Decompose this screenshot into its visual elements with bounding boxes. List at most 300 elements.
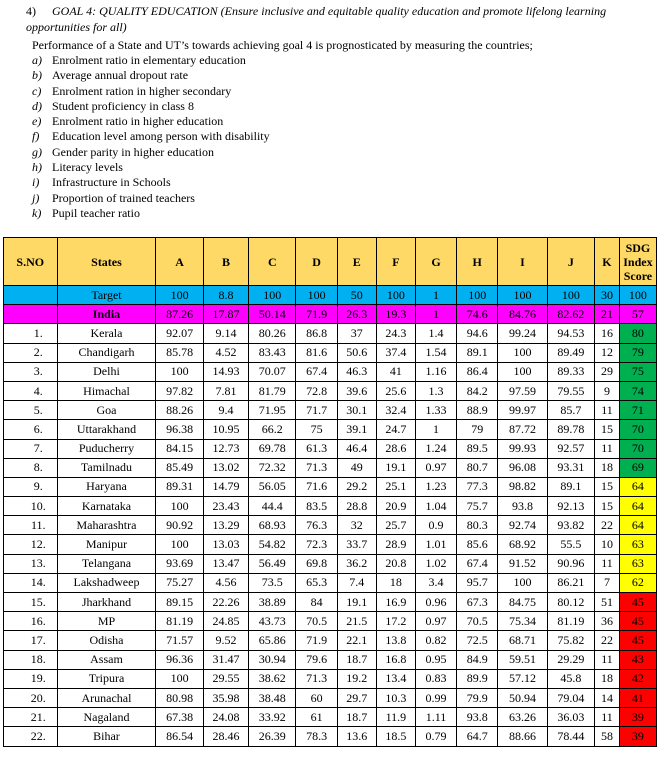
table-cell: 68.71 bbox=[498, 631, 547, 650]
table-cell: 4.52 bbox=[203, 343, 248, 362]
table-body bbox=[4, 286, 657, 747]
column-header: SDG Index Score bbox=[619, 238, 656, 286]
table-cell: 15 bbox=[595, 420, 620, 439]
table-cell: 97.82 bbox=[156, 381, 203, 400]
table-cell: 39.1 bbox=[337, 420, 376, 439]
table-cell: 59.51 bbox=[498, 650, 547, 669]
criteria-item bbox=[32, 160, 270, 175]
table-cell: 9.14 bbox=[203, 324, 248, 343]
goal-heading bbox=[26, 4, 646, 35]
table-cell: 95.7 bbox=[457, 573, 498, 592]
column-header: B bbox=[203, 238, 248, 286]
table-cell: 62 bbox=[619, 573, 656, 592]
table-cell: 0.96 bbox=[415, 593, 456, 612]
table-cell: 76.3 bbox=[296, 516, 337, 535]
table-cell: 61 bbox=[296, 708, 337, 727]
table-cell: 43.73 bbox=[249, 612, 296, 631]
table-cell: 0.82 bbox=[415, 631, 456, 650]
table-cell: Maharashtra bbox=[57, 516, 156, 535]
table-cell: 10 bbox=[595, 535, 620, 554]
table-cell: 71.9 bbox=[296, 305, 337, 324]
table-cell: 19.1 bbox=[376, 458, 415, 477]
table-cell: 87.72 bbox=[498, 420, 547, 439]
table-cell: 64 bbox=[619, 516, 656, 535]
table-cell: 14.93 bbox=[203, 362, 248, 381]
table-cell: Tamilnadu bbox=[57, 458, 156, 477]
table-cell: 0.99 bbox=[415, 688, 456, 707]
table-cell: 88.66 bbox=[498, 727, 547, 746]
table-cell: 17.2 bbox=[376, 612, 415, 631]
table-cell: 93.31 bbox=[547, 458, 594, 477]
table-cell: 7 bbox=[595, 573, 620, 592]
table-cell: 11 bbox=[595, 554, 620, 573]
table-cell: 41 bbox=[376, 362, 415, 381]
table-cell: 21 bbox=[595, 305, 620, 324]
table-cell: 16 bbox=[595, 324, 620, 343]
table-cell: 84 bbox=[296, 593, 337, 612]
table-cell: 61.3 bbox=[296, 439, 337, 458]
table-cell: 29 bbox=[595, 362, 620, 381]
table-cell: 83.43 bbox=[249, 343, 296, 362]
table-cell: 24.08 bbox=[203, 708, 248, 727]
criteria-label: a) bbox=[32, 53, 42, 67]
table-cell: 11.9 bbox=[376, 708, 415, 727]
table-cell: 7.4 bbox=[337, 573, 376, 592]
table-cell: 82.62 bbox=[547, 305, 594, 324]
table-cell: 75 bbox=[296, 420, 337, 439]
table-cell: 71.3 bbox=[296, 669, 337, 688]
table-cell: 54.82 bbox=[249, 535, 296, 554]
criteria-item bbox=[32, 99, 270, 114]
table-cell: Lakshadweep bbox=[57, 573, 156, 592]
table-cell: 1.23 bbox=[415, 477, 456, 496]
table-cell: 11 bbox=[595, 708, 620, 727]
table-cell: 63 bbox=[619, 554, 656, 573]
table-cell: 88.26 bbox=[156, 401, 203, 420]
table-row bbox=[4, 324, 657, 343]
table-cell: 13.02 bbox=[203, 458, 248, 477]
table-cell: 72.8 bbox=[296, 381, 337, 400]
table-cell: 8.8 bbox=[203, 286, 248, 305]
table-cell: 89.9 bbox=[457, 669, 498, 688]
table-cell: 30.1 bbox=[337, 401, 376, 420]
table-cell: 79 bbox=[619, 343, 656, 362]
table-cell: 26.39 bbox=[249, 727, 296, 746]
table-cell: 30.94 bbox=[249, 650, 296, 669]
table-cell: 100 bbox=[296, 286, 337, 305]
criteria-item bbox=[32, 191, 270, 206]
table-row bbox=[4, 420, 657, 439]
table-cell: 13.8 bbox=[376, 631, 415, 650]
table-row bbox=[4, 516, 657, 535]
table-cell: 69.78 bbox=[249, 439, 296, 458]
table-cell: 28.9 bbox=[376, 535, 415, 554]
table-cell: 18.7 bbox=[337, 650, 376, 669]
table-cell: 81.6 bbox=[296, 343, 337, 362]
criteria-item bbox=[32, 129, 270, 144]
table-cell: 86.8 bbox=[296, 324, 337, 343]
table-cell: 70.07 bbox=[249, 362, 296, 381]
table-cell: 1.33 bbox=[415, 401, 456, 420]
table-cell: 36 bbox=[595, 612, 620, 631]
table-cell: 71 bbox=[619, 401, 656, 420]
table-cell: 75.27 bbox=[156, 573, 203, 592]
table-cell: 99.24 bbox=[498, 324, 547, 343]
table-cell: 39 bbox=[619, 708, 656, 727]
table-cell: 20.8 bbox=[376, 554, 415, 573]
table-cell: 100 bbox=[498, 573, 547, 592]
table-cell: 1.54 bbox=[415, 343, 456, 362]
table-cell: 84.76 bbox=[498, 305, 547, 324]
table-row bbox=[4, 535, 657, 554]
goal-number: 4) bbox=[26, 4, 36, 18]
table-cell: 9 bbox=[595, 381, 620, 400]
table-cell: 74.6 bbox=[457, 305, 498, 324]
table-cell: 84.9 bbox=[457, 650, 498, 669]
table-cell: 72.5 bbox=[457, 631, 498, 650]
table-cell: 85.6 bbox=[457, 535, 498, 554]
table-cell: 86.21 bbox=[547, 573, 594, 592]
table-cell: 24.3 bbox=[376, 324, 415, 343]
table-cell: 49 bbox=[337, 458, 376, 477]
table-cell: 57.12 bbox=[498, 669, 547, 688]
table-cell: 71.9 bbox=[296, 631, 337, 650]
table-cell: 78.44 bbox=[547, 727, 594, 746]
table-cell: 87.26 bbox=[156, 305, 203, 324]
table-cell: 64 bbox=[619, 477, 656, 496]
table-cell: 33.7 bbox=[337, 535, 376, 554]
criteria-label: b) bbox=[32, 68, 42, 83]
table-cell: 29.29 bbox=[547, 650, 594, 669]
table-row bbox=[4, 708, 657, 727]
table-cell: 93.82 bbox=[547, 516, 594, 535]
table-cell: 1.16 bbox=[415, 362, 456, 381]
table-cell: 100 bbox=[249, 286, 296, 305]
table-cell: 1.01 bbox=[415, 535, 456, 554]
table-cell: 67.4 bbox=[457, 554, 498, 573]
column-header: G bbox=[415, 238, 456, 286]
criteria-text: Enrolment ratio in elementary education bbox=[52, 53, 246, 67]
table-cell: 50 bbox=[337, 286, 376, 305]
table-cell: 100 bbox=[156, 286, 203, 305]
table-cell: 79 bbox=[457, 420, 498, 439]
criteria-text: Student proficiency in class 8 bbox=[52, 98, 194, 113]
table-cell: 71.6 bbox=[296, 477, 337, 496]
table-cell: 3.4 bbox=[415, 573, 456, 592]
table-cell: 7.81 bbox=[203, 381, 248, 400]
table-cell: 16.8 bbox=[376, 650, 415, 669]
table-cell: 91.52 bbox=[498, 554, 547, 573]
table-cell: 84.75 bbox=[498, 593, 547, 612]
table-cell: 89.1 bbox=[457, 343, 498, 362]
table-cell: Uttarakhand bbox=[57, 420, 156, 439]
criteria-item bbox=[32, 68, 270, 83]
table-cell: 20.9 bbox=[376, 497, 415, 516]
column-header: D bbox=[296, 238, 337, 286]
table-cell: 65.86 bbox=[249, 631, 296, 650]
table-cell: 1.04 bbox=[415, 497, 456, 516]
table-cell: 99.93 bbox=[498, 439, 547, 458]
table-header-row bbox=[4, 238, 657, 286]
table-cell: 37 bbox=[337, 324, 376, 343]
table-cell: 10.3 bbox=[376, 688, 415, 707]
column-header: C bbox=[249, 238, 296, 286]
criteria-text: Gender parity in higher education bbox=[52, 144, 214, 159]
table-cell: 31.47 bbox=[203, 650, 248, 669]
table-cell: 13.29 bbox=[203, 516, 248, 535]
table-cell: 18 bbox=[376, 573, 415, 592]
table-cell: 11 bbox=[595, 439, 620, 458]
table-cell: 0.79 bbox=[415, 727, 456, 746]
table-cell: 19.3 bbox=[376, 305, 415, 324]
table-cell: 99.97 bbox=[498, 401, 547, 420]
sdg-table bbox=[3, 237, 657, 747]
criteria-label: f) bbox=[32, 129, 40, 144]
table-cell: 46.4 bbox=[337, 439, 376, 458]
criteria-label: i) bbox=[32, 175, 40, 190]
table-cell: 90.92 bbox=[156, 516, 203, 535]
criteria-label: g) bbox=[32, 144, 42, 159]
table-cell: 78.3 bbox=[296, 727, 337, 746]
table-cell: 1. bbox=[4, 324, 58, 343]
table-cell: 45 bbox=[619, 612, 656, 631]
table-cell: 15 bbox=[595, 497, 620, 516]
table-cell: 79.04 bbox=[547, 688, 594, 707]
table-cell: 50.14 bbox=[249, 305, 296, 324]
criteria-label: h) bbox=[32, 160, 42, 175]
table-cell: 80.98 bbox=[156, 688, 203, 707]
table-cell: 17. bbox=[4, 631, 58, 650]
table-cell: 81.19 bbox=[156, 612, 203, 631]
table-cell: 77.3 bbox=[457, 477, 498, 496]
table-cell: 24.85 bbox=[203, 612, 248, 631]
table-cell: 14. bbox=[4, 573, 58, 592]
table-cell: 65.3 bbox=[296, 573, 337, 592]
table-cell: 22.1 bbox=[337, 631, 376, 650]
column-header: E bbox=[337, 238, 376, 286]
table-row bbox=[4, 401, 657, 420]
table-cell: 24.7 bbox=[376, 420, 415, 439]
table-cell: 67.38 bbox=[156, 708, 203, 727]
table-cell: 12.73 bbox=[203, 439, 248, 458]
table-cell: 18. bbox=[4, 650, 58, 669]
table-cell: 38.48 bbox=[249, 688, 296, 707]
table-cell: 94.53 bbox=[547, 324, 594, 343]
table-cell: 100 bbox=[457, 286, 498, 305]
table-row bbox=[4, 650, 657, 669]
table-cell: Telangana bbox=[57, 554, 156, 573]
table-cell: 44.4 bbox=[249, 497, 296, 516]
table-cell: 28.6 bbox=[376, 439, 415, 458]
table-cell: 29.7 bbox=[337, 688, 376, 707]
table-cell: 80.7 bbox=[457, 458, 498, 477]
table-cell: 23.43 bbox=[203, 497, 248, 516]
target-row bbox=[4, 286, 657, 305]
table-cell: 0.97 bbox=[415, 458, 456, 477]
table-cell: Arunachal bbox=[57, 688, 156, 707]
table-cell: 29.55 bbox=[203, 669, 248, 688]
table-cell: 85.78 bbox=[156, 343, 203, 362]
table-cell: 26.3 bbox=[337, 305, 376, 324]
table-cell: 100 bbox=[498, 286, 547, 305]
table-row bbox=[4, 362, 657, 381]
table-cell: 64 bbox=[619, 497, 656, 516]
table-cell: 84.15 bbox=[156, 439, 203, 458]
table-cell: Manipur bbox=[57, 535, 156, 554]
table-cell: 67.4 bbox=[296, 362, 337, 381]
table-cell bbox=[4, 305, 58, 324]
table-cell: 79.9 bbox=[457, 688, 498, 707]
table-cell: 42 bbox=[619, 669, 656, 688]
table-cell: 55.5 bbox=[547, 535, 594, 554]
criteria-item bbox=[32, 175, 270, 190]
goal-title: GOAL 4: QUALITY EDUCATION (Ensure inclusive and equitable quality education and promote lifelong learning opportunities for all) bbox=[26, 4, 607, 34]
table-cell: 86.4 bbox=[457, 362, 498, 381]
table-row bbox=[4, 381, 657, 400]
table-cell: 13.6 bbox=[337, 727, 376, 746]
criteria-label: d) bbox=[32, 98, 42, 113]
table-cell: 15. bbox=[4, 593, 58, 612]
table-cell: 75.82 bbox=[547, 631, 594, 650]
table-cell: 80.26 bbox=[249, 324, 296, 343]
table-row bbox=[4, 554, 657, 573]
table-cell: 1.02 bbox=[415, 554, 456, 573]
table-cell: Himachal bbox=[57, 381, 156, 400]
table-cell: 100 bbox=[156, 497, 203, 516]
criteria-label: e) bbox=[32, 114, 42, 129]
column-header: J bbox=[547, 238, 594, 286]
column-header: F bbox=[376, 238, 415, 286]
table-cell: 51 bbox=[595, 593, 620, 612]
table-cell: 100 bbox=[547, 286, 594, 305]
criteria-item bbox=[32, 53, 270, 68]
table-cell: 30 bbox=[595, 286, 620, 305]
table-cell: 1.3 bbox=[415, 381, 456, 400]
table-cell: Assam bbox=[57, 650, 156, 669]
table-cell: 32.4 bbox=[376, 401, 415, 420]
table-cell: 92.74 bbox=[498, 516, 547, 535]
table-cell: 93.8 bbox=[457, 708, 498, 727]
table-cell: 16.9 bbox=[376, 593, 415, 612]
table-cell: 38.89 bbox=[249, 593, 296, 612]
criteria-list bbox=[32, 53, 270, 221]
table-cell: 1 bbox=[415, 420, 456, 439]
table-cell: 89.1 bbox=[547, 477, 594, 496]
table-cell: 68.93 bbox=[249, 516, 296, 535]
table-cell: 36.2 bbox=[337, 554, 376, 573]
table-cell: 83.5 bbox=[296, 497, 337, 516]
table-cell: 71.57 bbox=[156, 631, 203, 650]
table-cell: 92.07 bbox=[156, 324, 203, 343]
table-cell: 22.26 bbox=[203, 593, 248, 612]
table-cell: 1.4 bbox=[415, 324, 456, 343]
table-cell: 89.31 bbox=[156, 477, 203, 496]
table-cell: 84.2 bbox=[457, 381, 498, 400]
criteria-text: Proportion of trained teachers bbox=[52, 190, 195, 205]
table-row bbox=[4, 688, 657, 707]
table-cell: 80 bbox=[619, 324, 656, 343]
table-cell: 50.6 bbox=[337, 343, 376, 362]
criteria-item bbox=[32, 145, 270, 160]
table-cell: 21. bbox=[4, 708, 58, 727]
table-cell: 75 bbox=[619, 362, 656, 381]
table-cell: 39 bbox=[619, 727, 656, 746]
table-cell: 74 bbox=[619, 381, 656, 400]
table-cell: 32 bbox=[337, 516, 376, 535]
table-cell: 92.13 bbox=[547, 497, 594, 516]
table-cell: 100 bbox=[156, 535, 203, 554]
table-cell: 17.87 bbox=[203, 305, 248, 324]
india-row bbox=[4, 305, 657, 324]
table-row bbox=[4, 593, 657, 612]
table-cell: 98.82 bbox=[498, 477, 547, 496]
table-cell: 69.8 bbox=[296, 554, 337, 573]
table-cell: 29.2 bbox=[337, 477, 376, 496]
table-cell: 19.2 bbox=[337, 669, 376, 688]
table-cell: 4.56 bbox=[203, 573, 248, 592]
table-cell: Chandigarh bbox=[57, 343, 156, 362]
table-cell: 13. bbox=[4, 554, 58, 573]
table-cell: 9.4 bbox=[203, 401, 248, 420]
table-cell: 9.52 bbox=[203, 631, 248, 650]
table-cell: Goa bbox=[57, 401, 156, 420]
table-cell: 89.15 bbox=[156, 593, 203, 612]
table-cell: 21.5 bbox=[337, 612, 376, 631]
table-cell: 11. bbox=[4, 516, 58, 535]
table-cell: 96.08 bbox=[498, 458, 547, 477]
table-cell: 13.03 bbox=[203, 535, 248, 554]
table-cell: 81.79 bbox=[249, 381, 296, 400]
table-cell: 89.5 bbox=[457, 439, 498, 458]
table-cell: 86.54 bbox=[156, 727, 203, 746]
table-cell: 100 bbox=[498, 343, 547, 362]
table-cell: Nagaland bbox=[57, 708, 156, 727]
table-cell: 75.7 bbox=[457, 497, 498, 516]
table-cell: 79.55 bbox=[547, 381, 594, 400]
criteria-item bbox=[32, 84, 270, 99]
table-cell: 96.36 bbox=[156, 650, 203, 669]
table-cell: 18 bbox=[595, 458, 620, 477]
column-header: H bbox=[457, 238, 498, 286]
table-cell: 89.33 bbox=[547, 362, 594, 381]
table-cell bbox=[4, 286, 58, 305]
table-cell: 0.97 bbox=[415, 612, 456, 631]
table-cell: 46.3 bbox=[337, 362, 376, 381]
table-cell: 57 bbox=[619, 305, 656, 324]
table-cell: 38.62 bbox=[249, 669, 296, 688]
table-cell: 45 bbox=[619, 593, 656, 612]
table-cell: 11 bbox=[595, 401, 620, 420]
table-cell: MP bbox=[57, 612, 156, 631]
table-cell: Odisha bbox=[57, 631, 156, 650]
table-cell: 100 bbox=[156, 669, 203, 688]
table-cell: 20. bbox=[4, 688, 58, 707]
table-cell: 68.92 bbox=[498, 535, 547, 554]
table-cell: 22. bbox=[4, 727, 58, 746]
table-cell: 73.5 bbox=[249, 573, 296, 592]
table-cell: 66.2 bbox=[249, 420, 296, 439]
table-cell: 10. bbox=[4, 497, 58, 516]
table-cell: 70 bbox=[619, 420, 656, 439]
table-cell: 13.4 bbox=[376, 669, 415, 688]
table-cell: 70.5 bbox=[457, 612, 498, 631]
table-cell: 93.69 bbox=[156, 554, 203, 573]
table-cell: 10.95 bbox=[203, 420, 248, 439]
column-header: S.NO bbox=[4, 238, 58, 286]
table-cell: 28.46 bbox=[203, 727, 248, 746]
criteria-text: Enrolment ration in higher secondary bbox=[52, 83, 232, 98]
table-row bbox=[4, 669, 657, 688]
